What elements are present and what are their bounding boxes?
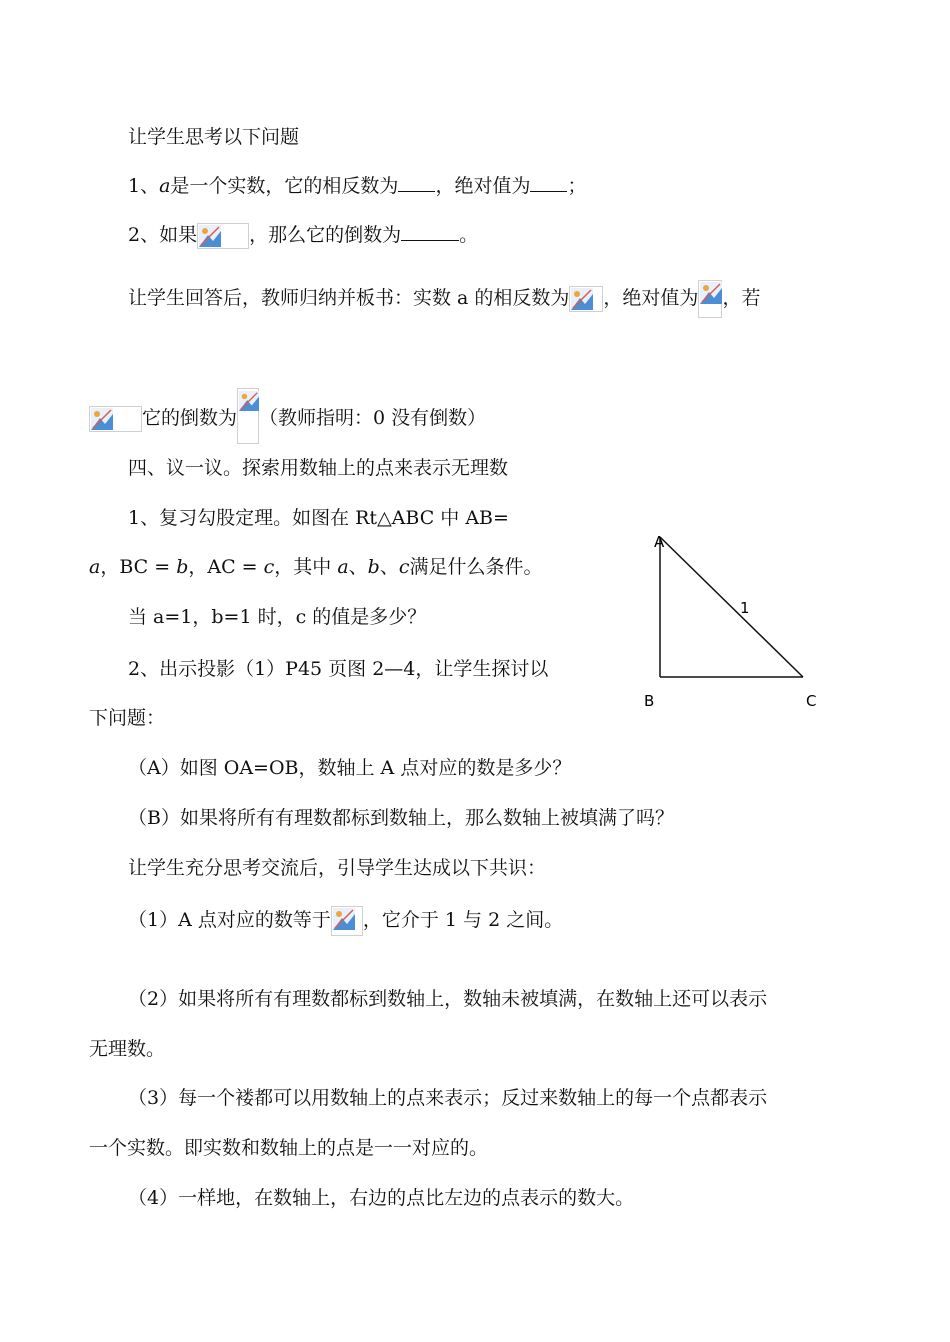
summary-text-b: ，绝对值为	[603, 287, 699, 309]
item-2-line-1: 2、出示投影（1）P45 页图 2—4，让学生探讨以	[128, 658, 549, 680]
question-a: （A）如图 OA=OB，数轴上 A 点对应的数是多少？	[128, 757, 572, 779]
q1-text-b: ，绝对值为	[435, 175, 531, 197]
item1-t2: ，AC =	[188, 556, 264, 578]
item1-t1: ，BC =	[100, 556, 177, 578]
q1-blank-absolute[interactable]	[530, 173, 567, 192]
q2-text-b: ，那么它的倒数为	[249, 224, 402, 246]
item-1-line-1: 1、复习勾股定理。如图在 Rt△ABC 中 AB=	[128, 507, 509, 529]
summary-text-e: （教师指明：0 没有倒数）	[259, 407, 487, 429]
q1-prefix: 1、	[128, 175, 160, 197]
right-triangle-figure	[630, 525, 830, 715]
summary-text-a: 让学生回答后，教师归纳并板书：实数 a 的相反数为	[128, 287, 570, 309]
summary-text-d: 它的倒数为	[142, 407, 238, 429]
consensus-3-line-1: （3）每一个褛都可以用数轴上的点来表示；反过来数轴上的每一个点都表示	[128, 1087, 768, 1109]
item1-t4: 、	[348, 556, 368, 578]
item-2-line-2: 下问题：	[89, 707, 166, 729]
section-4-title: 四、议一议。探索用数轴上的点来表示无理数	[128, 457, 509, 479]
question-2	[128, 222, 478, 249]
formula-image-icon	[569, 286, 603, 312]
formula-image-icon	[698, 280, 722, 318]
question-b: （B）如果将所有有理数都标到数轴上，那么数轴上被填满了吗？	[128, 807, 674, 829]
side-ac	[660, 537, 803, 677]
item1-t3: ，其中	[274, 556, 338, 578]
consensus-2-line-2: 无理数。	[89, 1038, 166, 1060]
q2-text-c: 。	[459, 224, 479, 246]
question-intro: 让学生思考以下问题	[128, 126, 300, 148]
vertex-c-label: C	[806, 692, 817, 710]
c1-text-b: ，它介于 1 与 2 之间。	[362, 909, 564, 931]
hypotenuse-label: 1	[740, 599, 750, 617]
formula-image-icon	[197, 223, 249, 249]
summary-text-c: ，若	[722, 287, 761, 309]
consensus-1	[128, 906, 563, 936]
q2-text-a: 2、如果	[128, 224, 198, 246]
var-a-2: a	[337, 556, 349, 578]
question-1	[128, 173, 586, 199]
c1-text-a: （1）A 点对应的数等于	[128, 909, 331, 931]
q1-blank-opposite[interactable]	[398, 173, 435, 192]
vertex-a-label: A	[654, 533, 665, 551]
consensus-4: （4）一样地，在数轴上，右边的点比左边的点表示的数大。	[128, 1187, 635, 1209]
var-b: b	[176, 556, 189, 578]
formula-image-icon	[331, 906, 363, 936]
consensus-intro: 让学生充分思考交流后，引导学生达成以下共识：	[128, 857, 547, 879]
q1-var-a: a	[159, 175, 171, 197]
item1-t4-2: 、	[379, 556, 399, 578]
item1-t5: 满足什么条件。	[409, 556, 543, 578]
var-c: c	[263, 556, 275, 578]
vertex-b-label: B	[644, 692, 655, 710]
q1-text-a: 是一个实数，它的相反数为	[170, 175, 399, 197]
summary-line-1	[128, 280, 760, 318]
q1-text-c: ；	[567, 175, 587, 197]
var-b-2: b	[367, 556, 380, 578]
var-c-2: c	[398, 556, 410, 578]
var-a: a	[89, 556, 101, 578]
item-1-line-2	[89, 554, 543, 580]
formula-image-icon	[89, 406, 142, 432]
item-1-question: 当 a=1，b=1 时，c 的值是多少？	[128, 606, 427, 628]
consensus-3-line-2: 一个实数。即实数和数轴上的点是一一对应的。	[89, 1137, 489, 1159]
q2-blank-reciprocal[interactable]	[401, 222, 459, 241]
consensus-2-line-1: （2）如果将所有有理数都标到数轴上，数轴未被填满，在数轴上还可以表示	[128, 988, 768, 1010]
summary-line-2	[89, 388, 486, 444]
formula-image-icon	[237, 388, 259, 444]
